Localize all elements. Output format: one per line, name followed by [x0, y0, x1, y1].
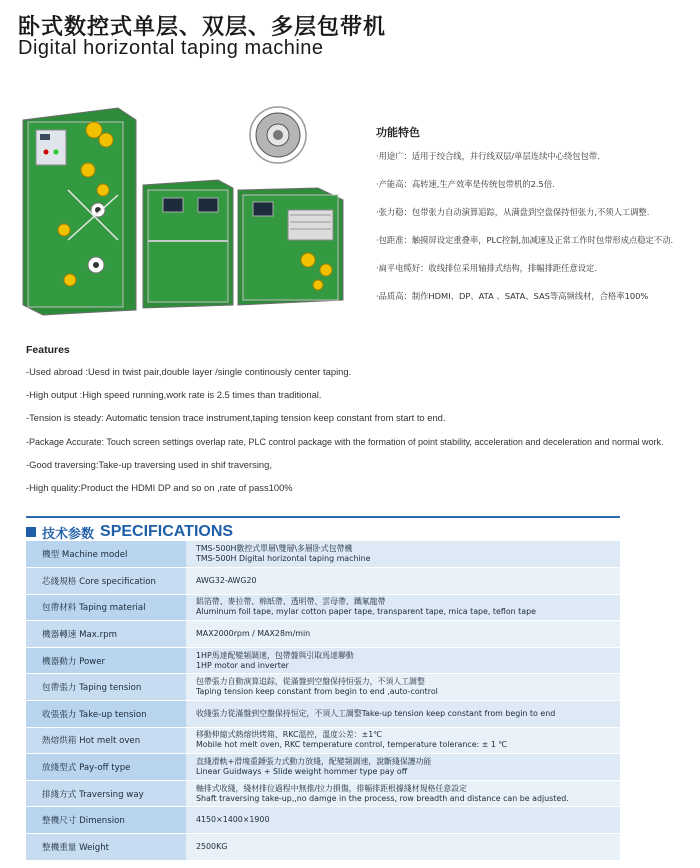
table-row: [26, 754, 620, 781]
table-row: [26, 807, 620, 834]
table-row: [26, 834, 620, 861]
spec-value: 移動伸縮式熱熔烘烤箱，RKC溫控，溫度公差：±1℃ Mobile hot melt oven, RKC temperature control, temperature tolerance: ± 1 ℃: [186, 727, 620, 754]
feature-item: -Tension is steady: Automatic tension trace instrument,taping tension keep constant from start to end.: [26, 412, 446, 424]
function-item: ·扁平电缆好：收线排位采用轴排式结构，排幅排距任意设定.: [376, 263, 597, 273]
feature-item: -Package Accurate: Touch screen settings overlap rate, PLC control package with the formation of point stability, acceleration and deceleration and normal work.: [26, 436, 664, 447]
spec-table: [26, 541, 620, 861]
spec-value: 收綫張力從滿盤到空盤保持恒定，不須人工調整Take-up tension keep constant from begin to end: [186, 701, 620, 728]
spec-value: 4150×1400×1900: [186, 807, 620, 834]
square-bullet-icon: [26, 527, 36, 537]
feature-item: -Used abroad :Uesd in twist pair,double layer /single continously center taping.: [26, 366, 352, 377]
function-item: ·张力稳：包带张力自动演算追踪，从满盘到空盘保持恒张力,不须人工调整.: [376, 207, 650, 217]
spec-key: 整機重量 Weight: [26, 834, 186, 861]
table-row: [26, 674, 620, 701]
spec-key: 排綫方式 Traversing way: [26, 780, 186, 807]
function-item: ·用途广：适用于绞合线，并行线双层/单层连续中心绕包包带.: [376, 151, 600, 161]
spec-value: TMS-500H數控式單層\雙層\多層卧式包帶機 TMS-500H Digital horizontal taping machine: [186, 541, 620, 568]
table-row: [26, 647, 620, 674]
table-row: [26, 780, 620, 807]
spec-value: AWG32-AWG20: [186, 568, 620, 595]
table-row: [26, 541, 620, 568]
spec-value: 1HP馬達配變頻調速，包帶盤與引取馬達聯動 1HP motor and inverter: [186, 647, 620, 674]
table-row: [26, 727, 620, 754]
spec-heading: [26, 522, 233, 542]
function-item: ·包距准：触摸屏设定重叠率，PLC控制,加减速及正常工作时包带形成点稳定不动.: [376, 235, 674, 245]
function-item: ·品质高：制作HDMI、DP、ATA 、SATA、SAS等高频线材，合格率100%: [376, 291, 649, 301]
spec-key: 放綫型式 Pay-off type: [26, 754, 186, 781]
spec-value: 鋁箔帶、麥拉帶、棉紙帶、透明帶、雲母帶、鐵氟龍帶 Aluminum foil tape, mylar cotton paper tape, transparent tape, mica tape, teflon tape: [186, 594, 620, 621]
functions-title: 功能特色: [376, 126, 420, 139]
table-row: [26, 701, 620, 728]
table-row: [26, 568, 620, 595]
spec-value: 軸排式收綫，綫材排位過程中無推/拉力損傷，排幅排距根據綫材規格任意設定 Shaft traversing take-up,,no damge in the process, row breadth and distance can be adjusted.: [186, 780, 620, 807]
spec-key: 熱熔烘箱 Hot melt oven: [26, 727, 186, 754]
features-title: Features: [26, 344, 70, 356]
spec-key: 包帶材料 Taping material: [26, 594, 186, 621]
title-chinese: 卧式数控式单层、双层、多层包带机: [18, 15, 387, 40]
spec-key: 收張張力 Take-up tension: [26, 701, 186, 728]
spec-key: 機器動力 Power: [26, 647, 186, 674]
features-list: [26, 366, 698, 505]
spec-key: 整機尺寸 Dimension: [26, 807, 186, 834]
table-row: [26, 621, 620, 648]
table-row: [26, 594, 620, 621]
spec-divider: [26, 516, 620, 518]
spec-value: 直綫滑軌+滑塊重錘張力式動力放綫，配變頻調速，說斷綫保護功能 Linear Guidways + Slide weight hommer type pay off: [186, 754, 620, 781]
tape-reel-icon: [256, 113, 300, 157]
spec-title-cn: 技术参数: [42, 526, 95, 542]
spec-key: 包帶張力 Taping tension: [26, 674, 186, 701]
spec-value: 包帶張力自動演算追踪，從滿盤到空盤保持恒張力，不須人工調整 Taping tension keep constant from begin to end ,auto-control: [186, 674, 620, 701]
title-english: Digital horizontal taping machine: [18, 37, 324, 59]
feature-item: -Good traversing:Take-up traversing used in shif traversing,: [26, 458, 272, 470]
functions-list: [376, 150, 696, 318]
spec-value: 2500KG: [186, 834, 620, 861]
feature-item: -High quality:Product the HDMI DP and so on ,rate of pass100%: [26, 481, 293, 493]
spec-key: 芯綫規格 Core specification: [26, 568, 186, 595]
feature-item: -High output :High speed running,work rate is 2.5 times than traditional.: [26, 389, 322, 401]
spec-value: MAX2000rpm / MAX28m/min: [186, 621, 620, 648]
spec-key: 機型 Machine model: [26, 541, 186, 568]
function-item: ·产能高：高转速,生产效率是传统包带机的2.5倍.: [376, 179, 555, 189]
spec-key: 機器轉速 Max.rpm: [26, 621, 186, 648]
spec-title-en: SPECIFICATIONS: [100, 523, 234, 540]
machine-photo: [18, 100, 358, 320]
